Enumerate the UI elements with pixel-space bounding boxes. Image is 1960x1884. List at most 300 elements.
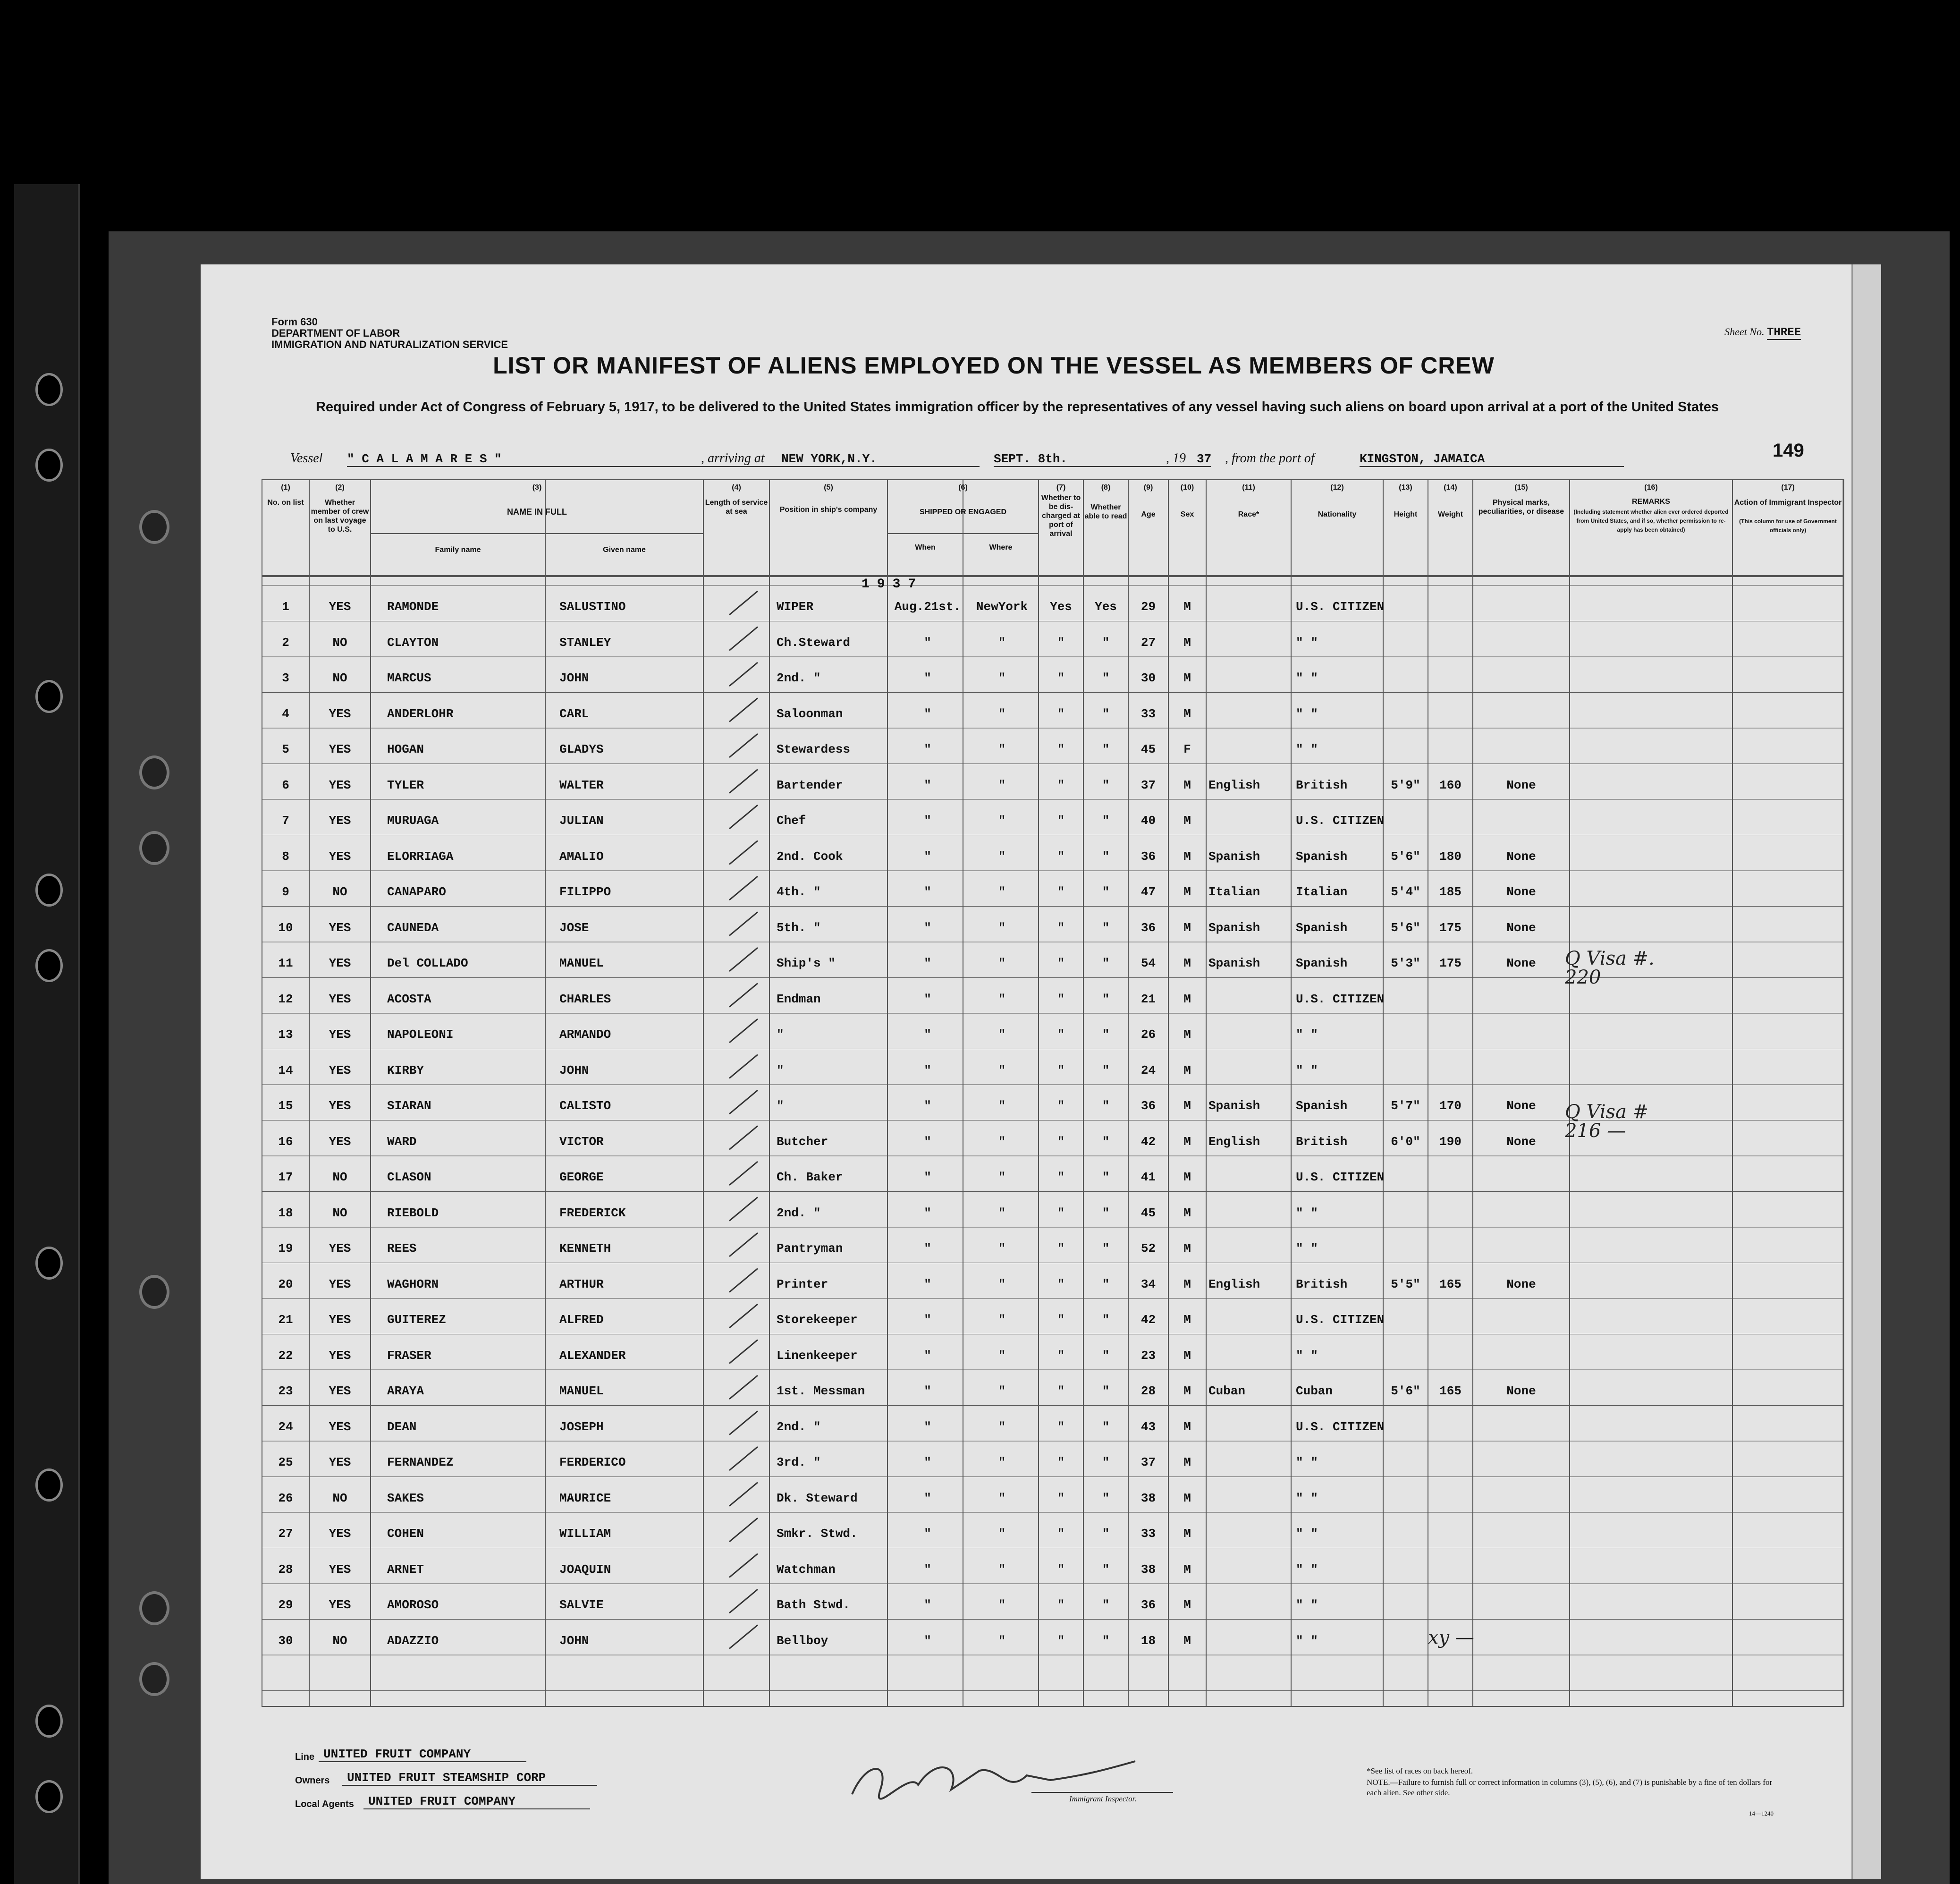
cell-where: " — [998, 671, 1006, 685]
cell-member: YES — [329, 1027, 351, 1042]
cell-read: " — [1102, 1099, 1110, 1113]
cell-age: 43 — [1141, 1419, 1156, 1434]
cell-given: JULIAN — [559, 814, 604, 828]
cell-no: 17 — [278, 1170, 293, 1184]
length-slash-mark — [729, 984, 758, 1007]
header-physical: Physical marks, peculiarities, or disease — [1478, 499, 1564, 516]
cell-race: English — [1208, 1134, 1260, 1149]
cell-member: NO — [332, 635, 347, 650]
cell-nationality: Cuban — [1296, 1384, 1333, 1398]
year-prefix: , 19 — [1166, 451, 1186, 466]
header-when: When — [915, 543, 936, 552]
cell-disch: " — [1057, 635, 1065, 650]
cell-no: 4 — [282, 706, 289, 721]
length-slash-mark — [729, 1055, 758, 1078]
cell-sex: M — [1183, 635, 1191, 650]
cell-given: JOSE — [559, 920, 589, 935]
cell-weight: 185 — [1439, 885, 1462, 899]
page-title: LIST OR MANIFEST OF ALIENS EMPLOYED ON THE VESSEL AS MEMBERS OF CREW — [493, 352, 1495, 379]
cell-sex: M — [1183, 1063, 1191, 1078]
length-slash-mark — [729, 1411, 758, 1435]
cell-where: " — [998, 1419, 1006, 1434]
cell-nationality: " " — [1296, 635, 1318, 650]
length-slash-mark — [729, 1269, 758, 1292]
length-slash-mark — [729, 662, 758, 686]
cell-physical: None — [1506, 1277, 1536, 1291]
cell-nationality: British — [1296, 1134, 1348, 1149]
cell-race: English — [1208, 778, 1260, 792]
cell-where: " — [998, 1170, 1006, 1184]
cell-when: " — [924, 1348, 931, 1363]
cell-no: 23 — [278, 1384, 293, 1398]
cell-age: 33 — [1141, 706, 1156, 721]
cell-read: " — [1102, 1491, 1110, 1505]
cell-position: Linenkeeper — [777, 1348, 858, 1363]
punch-hole — [35, 1247, 63, 1280]
cell-read: " — [1102, 1455, 1110, 1469]
cell-disch: " — [1057, 1134, 1065, 1149]
cell-height: 5'6" — [1391, 920, 1420, 935]
header-position: Position in ship's company — [779, 506, 878, 514]
cell-physical: None — [1506, 885, 1536, 899]
cell-no: 18 — [278, 1205, 293, 1220]
header-name-in-full: NAME IN FULL — [507, 507, 567, 517]
cell-where: NewYork — [976, 600, 1028, 614]
length-slash-mark — [729, 805, 758, 829]
cell-weight: 165 — [1439, 1277, 1462, 1291]
cell-age: 30 — [1141, 671, 1156, 685]
header-family-name: Family name — [435, 546, 481, 554]
cell-family: CLAYTON — [387, 635, 439, 650]
cell-when: " — [924, 1562, 931, 1577]
length-slash-mark — [729, 1126, 758, 1150]
cell-family: ARNET — [387, 1562, 424, 1577]
cell-disch: " — [1057, 1419, 1065, 1434]
cell-disch: " — [1057, 1527, 1065, 1541]
cell-race: English — [1208, 1277, 1260, 1291]
cell-sex: M — [1183, 1205, 1191, 1220]
cell-position: Bartender — [777, 778, 843, 792]
cell-no: 28 — [278, 1562, 293, 1577]
cell-family: CLASON — [387, 1170, 431, 1184]
cell-where: " — [998, 1491, 1006, 1505]
cell-sex: M — [1183, 671, 1191, 685]
punch-hole — [35, 373, 63, 406]
cell-member: YES — [329, 849, 351, 864]
cell-disch: " — [1057, 992, 1065, 1006]
cell-when: " — [924, 1277, 931, 1291]
cell-when: " — [924, 742, 931, 756]
cell-read: " — [1102, 1598, 1110, 1612]
cell-nationality: " " — [1296, 1241, 1318, 1256]
cell-read: " — [1102, 1562, 1110, 1577]
cell-given: CHARLES — [559, 992, 611, 1006]
cell-position: Pantryman — [777, 1241, 843, 1256]
cell-age: 36 — [1141, 849, 1156, 864]
sheet-number-label: Sheet No. — [1724, 326, 1765, 338]
cell-where: " — [998, 1562, 1006, 1577]
cell-sex: M — [1183, 1491, 1191, 1505]
length-slash-mark — [729, 1090, 758, 1114]
cell-height: 6'0" — [1391, 1134, 1420, 1149]
cell-no: 3 — [282, 671, 289, 685]
arrival-date: SEPT. 8th. — [994, 452, 1211, 467]
cell-position: Dk. Steward — [777, 1491, 858, 1505]
cell-when: " — [924, 1134, 931, 1149]
length-slash-mark — [729, 1518, 758, 1542]
cell-member: NO — [332, 885, 347, 899]
cell-when: " — [924, 1099, 931, 1113]
cell-where: " — [998, 1063, 1006, 1078]
cell-when: " — [924, 1491, 931, 1505]
cell-disch: " — [1057, 849, 1065, 864]
cell-age: 54 — [1141, 956, 1156, 970]
punch-hole — [35, 680, 63, 713]
cell-position: 3rd. " — [777, 1455, 821, 1469]
cell-age: 18 — [1141, 1633, 1156, 1648]
cell-position: Printer — [777, 1277, 828, 1291]
cell-nationality: Spanish — [1296, 1099, 1348, 1113]
header-length: Length of service at sea — [705, 499, 768, 516]
cell-age: 28 — [1141, 1384, 1156, 1398]
cell-when: " — [924, 1063, 931, 1078]
cell-no: 2 — [282, 635, 289, 650]
length-slash-mark — [729, 627, 758, 651]
cell-no: 8 — [282, 849, 289, 864]
film-strip-edge — [14, 184, 80, 1884]
cell-no: 13 — [278, 1027, 293, 1042]
column-number: (17) — [1781, 484, 1795, 492]
cell-given: ARMANDO — [559, 1027, 611, 1042]
cell-position: 2nd. " — [777, 671, 821, 685]
cell-sex: M — [1183, 956, 1191, 970]
cell-family: Del COLLADO — [387, 956, 468, 970]
length-slash-mark — [729, 1197, 758, 1221]
cell-age: 27 — [1141, 635, 1156, 650]
cell-nationality: Italian — [1296, 885, 1348, 899]
length-slash-mark — [729, 948, 758, 971]
cell-given: FERDERICO — [559, 1455, 626, 1469]
cell-position: 2nd. " — [777, 1205, 821, 1220]
cell-read: " — [1102, 920, 1110, 935]
cell-family: GUITEREZ — [387, 1313, 446, 1327]
cell-sex: M — [1183, 1633, 1191, 1648]
cell-when: " — [924, 1384, 931, 1398]
cell-disch: " — [1057, 1633, 1065, 1648]
cell-disch: " — [1057, 1170, 1065, 1184]
cell-where: " — [998, 1633, 1006, 1648]
cell-sex: M — [1183, 778, 1191, 792]
cell-nationality: " " — [1296, 1348, 1318, 1363]
length-slash-mark — [729, 1625, 758, 1649]
cell-disch: " — [1057, 1027, 1065, 1042]
local-agents-label: Local Agents — [295, 1799, 354, 1809]
cell-disch: " — [1057, 1241, 1065, 1256]
cell-nationality: U.S. CITIZEN — [1296, 814, 1385, 828]
cell-weight: 190 — [1439, 1134, 1462, 1149]
cell-position: Chef — [777, 814, 806, 828]
cell-where: " — [998, 1348, 1006, 1363]
cell-given: JOHN — [559, 1633, 589, 1648]
cell-given: AMALIO — [559, 849, 604, 864]
cell-no: 21 — [278, 1313, 293, 1327]
cell-physical: None — [1506, 920, 1536, 935]
cell-weight: 165 — [1439, 1384, 1462, 1398]
cell-age: 36 — [1141, 1099, 1156, 1113]
cell-race: Cuban — [1208, 1384, 1246, 1398]
cell-nationality: " " — [1296, 1205, 1318, 1220]
cell-when: Aug.21st. — [894, 600, 961, 614]
header-action-note: (This column for use of Government officials only) — [1739, 518, 1837, 534]
cell-member: YES — [329, 706, 351, 721]
cell-age: 38 — [1141, 1491, 1156, 1505]
department-stamp: Form 630 DEPARTMENT OF LABOR IMMIGRATION AND NATURALIZATION SERVICE — [271, 316, 508, 350]
cell-member: YES — [329, 1134, 351, 1149]
cell-family: COHEN — [387, 1527, 424, 1541]
cell-sex: M — [1183, 1419, 1191, 1434]
cell-disch: " — [1057, 742, 1065, 756]
column-number: (7) — [1056, 484, 1066, 492]
cell-family: WARD — [387, 1134, 417, 1149]
punch-hole — [35, 874, 63, 907]
cell-nationality: U.S. CITIZEN — [1296, 1419, 1385, 1434]
cell-height: 5'4" — [1391, 885, 1420, 899]
length-slash-mark — [729, 1554, 758, 1578]
header-race: Race* — [1238, 510, 1259, 518]
length-slash-mark — [729, 734, 758, 757]
cell-no: 19 — [278, 1241, 293, 1256]
cell-read: " — [1102, 1134, 1110, 1149]
cell-where: " — [998, 1313, 1006, 1327]
cell-where: " — [998, 1277, 1006, 1291]
cell-given: JOSEPH — [559, 1419, 604, 1434]
cell-member: YES — [329, 1384, 351, 1398]
cell-nationality: U.S. CITIZEN — [1296, 1313, 1385, 1327]
cell-nationality: " " — [1296, 671, 1318, 685]
cell-member: YES — [329, 1455, 351, 1469]
cell-no: 14 — [278, 1063, 293, 1078]
cell-nationality: " " — [1296, 1562, 1318, 1577]
cell-given: JOHN — [559, 671, 589, 685]
year-row: 1937 — [862, 577, 924, 592]
punch-hole — [35, 1468, 63, 1502]
cell-read: " — [1102, 1241, 1110, 1256]
cell-race: Italian — [1208, 885, 1260, 899]
column-number: (4) — [732, 484, 741, 492]
cell-disch: " — [1057, 1063, 1065, 1078]
cell-disch: " — [1057, 1562, 1065, 1577]
header-remarks: REMARKS — [1632, 498, 1670, 506]
punch-hole — [35, 1780, 63, 1813]
column-number: (9) — [1143, 484, 1153, 492]
cell-where: " — [998, 706, 1006, 721]
cell-nationality: " " — [1296, 1455, 1318, 1469]
cell-given: CALISTO — [559, 1099, 611, 1113]
cell-disch: " — [1057, 1099, 1065, 1113]
cell-where: " — [998, 635, 1006, 650]
cell-read: " — [1102, 1170, 1110, 1184]
cell-when: " — [924, 1027, 931, 1042]
cell-read: " — [1102, 849, 1110, 864]
column-number: (12) — [1330, 484, 1344, 492]
cell-position: Saloonman — [777, 706, 843, 721]
length-slash-mark — [729, 770, 758, 793]
cell-where: " — [998, 1241, 1006, 1256]
cell-age: 40 — [1141, 814, 1156, 828]
cell-position: " — [777, 1099, 784, 1113]
cell-position: " — [777, 1063, 784, 1078]
cell-position: " — [777, 1027, 784, 1042]
cell-family: WAGHORN — [387, 1277, 439, 1291]
cell-position: WIPER — [777, 600, 814, 614]
binder-ring — [139, 831, 169, 865]
header-age: Age — [1141, 510, 1156, 518]
cell-read: " — [1102, 1348, 1110, 1363]
cell-sex: M — [1183, 1598, 1191, 1612]
manifest-sheet — [201, 264, 1853, 1879]
cell-position: Bellboy — [777, 1633, 828, 1648]
cell-physical: None — [1506, 1134, 1536, 1149]
cell-no: 29 — [278, 1598, 293, 1612]
length-slash-mark — [729, 1447, 758, 1470]
cell-sex: M — [1183, 1241, 1191, 1256]
cell-sex: M — [1183, 1170, 1191, 1184]
cell-sex: M — [1183, 1277, 1191, 1291]
cell-no: 15 — [278, 1099, 293, 1113]
cell-physical: None — [1506, 1384, 1536, 1398]
cell-read: " — [1102, 1063, 1110, 1078]
cell-sex: M — [1183, 1134, 1191, 1149]
cell-position: Smkr. Stwd. — [777, 1527, 858, 1541]
cell-height: 5'6" — [1391, 1384, 1420, 1398]
cell-family: MURUAGA — [387, 814, 439, 828]
from-port-label: , from the port of — [1225, 451, 1315, 466]
cell-no: 5 — [282, 742, 289, 756]
cell-sex: M — [1183, 992, 1191, 1006]
cell-age: 34 — [1141, 1277, 1156, 1291]
cell-position: 5th. " — [777, 920, 821, 935]
column-number: (5) — [824, 484, 833, 492]
cell-height: 5'3" — [1391, 956, 1420, 970]
cell-member: YES — [329, 920, 351, 935]
cell-age: 37 — [1141, 1455, 1156, 1469]
footnote-penalty: NOTE.—Failure to furnish full or correct information in columns (3), (5), (6), and (7) is punishable by a fine of ten dollars for each alien. See other side. — [1367, 1778, 1773, 1797]
cell-given: SALUSTINO — [559, 600, 626, 614]
cell-read: " — [1102, 1205, 1110, 1220]
vessel-label: Vessel — [290, 451, 323, 466]
cell-age: 24 — [1141, 1063, 1156, 1078]
cell-physical: None — [1506, 849, 1536, 864]
cell-age: 52 — [1141, 1241, 1156, 1256]
cell-disch: " — [1057, 920, 1065, 935]
cell-no: 22 — [278, 1348, 293, 1363]
cell-position: Ship's " — [777, 956, 836, 970]
column-number: (6) — [958, 484, 968, 492]
header-no: No. on list — [267, 499, 304, 507]
cell-member: NO — [332, 1491, 347, 1505]
cell-disch: " — [1057, 1313, 1065, 1327]
cell-where: " — [998, 885, 1006, 899]
cell-read: " — [1102, 1419, 1110, 1434]
cell-given: ALEXANDER — [559, 1348, 626, 1363]
cell-position: Ch.Steward — [777, 635, 851, 650]
cell-age: 36 — [1141, 920, 1156, 935]
cell-where: " — [998, 1527, 1006, 1541]
cell-family: HOGAN — [387, 742, 424, 756]
owners-label: Owners — [295, 1775, 330, 1786]
cell-member: YES — [329, 1348, 351, 1363]
cell-nationality: " " — [1296, 742, 1318, 756]
cell-where: " — [998, 814, 1006, 828]
cell-member: NO — [332, 1633, 347, 1648]
cell-given: GEORGE — [559, 1170, 604, 1184]
cell-height: 5'6" — [1391, 849, 1420, 864]
binder-ring — [139, 755, 169, 789]
cell-given: VICTOR — [559, 1134, 604, 1149]
inspector-label: Immigrant Inspector. — [1069, 1794, 1137, 1803]
cell-given: ALFRED — [559, 1313, 604, 1327]
cell-sex: M — [1183, 849, 1191, 864]
column-number: (8) — [1101, 484, 1111, 492]
cell-age: 45 — [1141, 742, 1156, 756]
cell-read: " — [1102, 1384, 1110, 1398]
cell-height: 5'9" — [1391, 778, 1420, 792]
cell-family: ELORRIAGA — [387, 849, 454, 864]
cell-read: " — [1102, 956, 1110, 970]
cell-when: " — [924, 1205, 931, 1220]
cell-position: 2nd. Cook — [777, 849, 843, 864]
cell-member: YES — [329, 778, 351, 792]
cell-when: " — [924, 635, 931, 650]
cell-given: GLADYS — [559, 742, 604, 756]
cell-nationality: " " — [1296, 1063, 1318, 1078]
cell-member: YES — [329, 956, 351, 970]
cell-position: 2nd. " — [777, 1419, 821, 1434]
cell-family: DEAN — [387, 1419, 417, 1434]
cell-position: Watchman — [777, 1562, 836, 1577]
cell-read: " — [1102, 742, 1110, 756]
cell-member: NO — [332, 671, 347, 685]
header-shipped: SHIPPED OR ENGAGED — [919, 508, 1007, 516]
length-slash-mark — [729, 1589, 758, 1613]
cell-member: YES — [329, 1241, 351, 1256]
cell-read: " — [1102, 992, 1110, 1006]
cell-nationality: " " — [1296, 1598, 1318, 1612]
cell-when: " — [924, 849, 931, 864]
cell-given: CARL — [559, 706, 589, 721]
cell-weight: 175 — [1439, 956, 1462, 970]
cell-when: " — [924, 671, 931, 685]
cell-nationality: " " — [1296, 1027, 1318, 1042]
cell-member: YES — [329, 1063, 351, 1078]
cell-disch: " — [1057, 706, 1065, 721]
cell-sex: M — [1183, 1562, 1191, 1577]
punch-hole — [35, 449, 63, 482]
cell-sex: M — [1183, 885, 1191, 899]
length-slash-mark — [729, 1483, 758, 1506]
cell-no: 26 — [278, 1491, 293, 1505]
arrival-port: NEW YORK,N.Y. — [781, 452, 980, 467]
cell-read: " — [1102, 1027, 1110, 1042]
cell-given: FILIPPO — [559, 885, 611, 899]
cell-member: YES — [329, 1527, 351, 1541]
departure-port: KINGSTON, JAMAICA — [1360, 452, 1624, 467]
cell-sex: M — [1183, 1384, 1191, 1398]
cell-age: 42 — [1141, 1134, 1156, 1149]
column-number: (1) — [281, 484, 290, 492]
length-slash-mark — [729, 912, 758, 936]
cell-disch: " — [1057, 1277, 1065, 1291]
